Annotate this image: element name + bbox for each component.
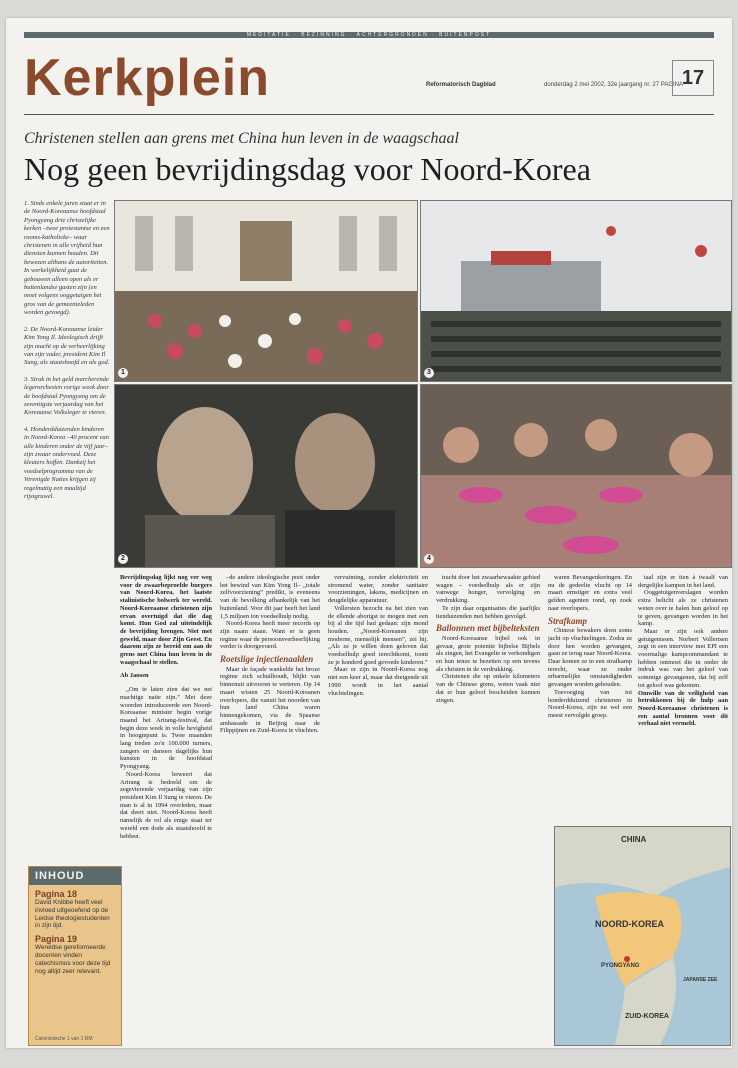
article-lead: Bevrijdingsdag lijkt nog ver weg voor de zwaarbeproefde burgers van Noord-Korea, het laatste stalinistische bolwerk ter wereld. Noord-Koreaanse christenen zijn ervan overtuigd dat die dag komt. Hun God zal uiteindelijk de bevrijding brengen. Niet met geweld, maar door Zijn Geest. En daarom zijn ze bereid om aan de grens met China hun leven in de waagschaal te stellen.	[120, 574, 212, 666]
paragraph: –de andere ideologische poot onder het bewind van Kim Yong Il– „totale zelfvoorziening” predikt, is eveneens van de bevolking afhankelijk van het buitenland. Voor dit jaar heeft het land 1,5 miljoen ton voedselhulp nodig.	[220, 574, 320, 620]
article-column-1	[120, 574, 212, 860]
paragraph: Noord-Korea beweert dat Arirang is bedoeld om de zegevierende verjaardag van zijn president Kim Il Sung te vieren. De man is al in 1994 overleden, maar dat deert niet. Noord-Korea heeft namelijk de rol als enige staat ter wereld een dode als staatshoofd te hebben.	[120, 770, 212, 840]
article-column-4	[436, 574, 540, 1034]
contents-item-text: Wereldse gereformeerde docenten vinden catechismus voor deze tijd nog altijd zeer relevant.	[35, 944, 111, 975]
caption-1: 1. Sinds enkele jaren staat er in de Noord-Koreaanse hoofdstad Pyongyang drie christelijke kerken –twee protestantse en een rooms-katholieke– waar christenen in alle vrijheid hun diensten kunnen houden. Dit bewezen althans de autoriteiten. In werkelijkheid gaat de gebouwen alleen open als er buitenlandse gasten zijn (en moet volgens ooggetuigen het gros van de gemeenteleden worden gevoegd).	[24, 200, 110, 317]
contents-item-page: Pagina 18	[35, 889, 78, 899]
subheading: Ballonnen met bijbelteksten	[436, 623, 540, 634]
article-byline: Ab Jansen	[120, 672, 149, 680]
header-rule	[24, 114, 714, 115]
article-column-5	[548, 574, 632, 820]
contents-item[interactable]	[29, 930, 121, 975]
paragraph: vervuiming, zonder elektriciteit en stromend water, zonder sanitaire voorzieningen, lakens, medicijnen en deugdelijke apparatuur.	[328, 574, 428, 605]
paragraph: Maar de façade wankelde het broze regime zich schuilhoudt, blijkt van binnenuit uitvoeren te verteren. Op 14 maart wisten 25 Noord-Koreanen overlopers, die vanuit het noorden van hun land China waren binnengekomen, via de Spaanse ambassade in Beijing naar de Filippijnen en Zuid-Korea te vluchten.	[220, 665, 320, 735]
photo-number-1: 1	[118, 368, 128, 378]
article-headline: Nog geen bevrijdingsdag voor Noord-Korea	[24, 151, 591, 187]
paragraph: Ooggetuigenverslagen worden extra belicht als ze christenen weten over te halen hun geloof op te geven, gevangen worden in het kamp.	[638, 589, 728, 628]
paragraph: Noord-Korea heeft meer records op zijn naam staan. Want er is geen regime waar de persoonsverheerlijking verder is doorgevoerd.	[220, 620, 320, 651]
paragraph: tracht door het zwaarbewaakte gebied wagen – voedselhulp als er zijn vanwege honger, vervolging en verdrukking.	[436, 574, 540, 605]
date-line: donderdag 2 mei 2002, 32e jaargang nr. 27 PAGINA	[544, 82, 683, 88]
caption-2: 2. De Noord-Koreaanse leider Kim Yong Il. Ideologisch drijft zijn macht op de verheerlijking van zijn vader, president Kim Il Sung, als staatshoofd en als god.	[24, 325, 110, 367]
article-kicker: Christenen stellen aan grens met China hun leven in de waagschaal	[24, 130, 459, 147]
subheading: Strafkamp	[548, 615, 588, 626]
contents-item-text: David Knibbe heeft veel invloed uitgeoefend op de Leidse theologiestudenten in zijn tijd.	[35, 899, 110, 930]
masthead	[24, 46, 714, 108]
paragraph: waren Bevangenkeringen. En nu de gedeelte vlucht op 14 maart ernstiger en extra veel gelden agenten rond, op zoek naar overlopers.	[548, 574, 632, 612]
paragraph: Vollersten bezocht na het zien van de ellende aborigst te mogen met een bij al die tijd had gedaan: zijn mond houden. „Noord-Koreanen zijn moderne, menselijk mensen”, zei hij. „Als ze je willen doen geloven dat voedselhulp goed terechtkomt, toont ze je honderd goed gevoede kinderen.”	[328, 604, 428, 666]
caption-4: 4. Honderdduizenden kinderen in Noord-Korea –40 procent van alle kinderen onder de vijf jaar– zijn zwaar ondervoed. Deze kleuters hoffen. Dankzij het voedselprogramma van de Verenigde Naties krijgen zij regelmatig een maaltijd rijstgruwel.	[24, 425, 109, 500]
contents-item[interactable]	[29, 885, 121, 930]
contents-footer: Calvinistische 1 van 1 RM	[35, 1036, 93, 1042]
section-topbar: MEDITATIE · BEZINNING · ACHTERGRONDEN · BUITENPOST	[24, 32, 714, 38]
paragraph: Te zijn daar organisaties die jaarlijks tienduizenden met hebben gevolgd.	[436, 604, 540, 620]
newspaper-page	[6, 18, 732, 1048]
contents-item-page: Pagina 19	[35, 934, 78, 945]
article-endnote: Omwille van de veiligheid van betrokkenen bij de hulp aan Noord-Koreaanse christenen is een aantal bronnen voor dit verhaal niet vermeld.	[638, 689, 728, 728]
article-column-3	[328, 574, 428, 1034]
paragraph: Chinese bewakers doen soms jacht op vluchtelingen. Zodra ze door hen worden gevangen, gaan ze terug naar Noord-Korea. Daar komen ze in een strafkamp terecht, waar ze onder erbarmelijke omstandigheden gevangen worden gehouden.	[548, 627, 632, 689]
map-label-pyongyang: PYONGYANG	[601, 963, 640, 969]
caption-3: 3. Strak in het geld marcherende legerorchesten vorige week door de hoofdstad Pyongyang om de zeventigste verjaardag van het Koreaanse Volksleger te vieren.	[24, 375, 109, 417]
photo-military-parade	[420, 200, 732, 382]
paragraph: Noord-Koreaanse bijbel ook in gevaar, grote potentie bijbelse Bijbels als zingen, het Evangelie te verkondigen en hun tenze te bezetten op een tevens als christen in de verdrukking.	[436, 634, 540, 673]
contents-box	[28, 866, 122, 1046]
contents-title: INHOUD	[29, 867, 121, 885]
article-column-2	[220, 574, 320, 1034]
paper-name: Reformatorisch Dagblad	[426, 82, 496, 88]
paragraph: Maar er zijn ook andere getuigenissen. Norbert Vollertsen zegt in een interview met EPI een voormalige kampcommandant te hebben ontmoet die in onder de indruk was van het geloof van sommige gevangenen, dat hij zelf tot geloof was gekomen.	[638, 627, 728, 689]
photo-children-meal	[420, 384, 732, 568]
photo-number-4: 4	[424, 554, 434, 564]
paragraph: Christenen die op enkele kilometers van de Chinese grens, weten vaak niet dat er hun geloof bescheiden kunnen zingen.	[436, 673, 540, 704]
paragraph: Toevoeging van tot honderdduizend christenen in Noord-Korea, zijn nu wel een meest vervolgde groep.	[548, 688, 632, 719]
paragraph: Maar er zijn in Noord-Korea nog niet een keer al, maar dat dreigende uit 1999 wordt in het aantal vluchtelingen.	[328, 666, 428, 697]
article-column-6	[638, 574, 728, 820]
paragraph: taal zijn er tien à twaalf van dergelijke kampen in het land.	[638, 574, 728, 589]
map-label-north-korea: NOORD-KOREA	[595, 919, 664, 929]
map-label-sea: JAPANSE ZEE	[683, 977, 718, 983]
photo-number-3: 3	[424, 368, 434, 378]
photo-number-2: 2	[118, 554, 128, 564]
korea-map	[554, 826, 731, 1046]
section-title: Kerkplein	[24, 49, 270, 107]
page-number: 17	[672, 60, 714, 96]
map-label-china: CHINA	[621, 835, 647, 844]
photo-leader-portrait	[114, 384, 418, 568]
paragraph: „Om te laten zien dat we net machtige natie zijn.” Met deze woorden introduceerde een Noord-Koreaanse minister begin vorige maand het Arirang-festival, dat begin deze week in volle hevigheid in hoogtepunt is. Twee maanden lang treden zo'n 100.000 turners, zangers en dansers dagelijks hun kunsten in de hoofdstad Pyongyang.	[120, 686, 212, 771]
photo-captions	[24, 200, 110, 509]
photo-church-interior	[114, 200, 418, 382]
map-label-south-korea: ZUID-KOREA	[625, 1013, 669, 1020]
subheading: Roetslige injectienaalden	[220, 654, 314, 665]
